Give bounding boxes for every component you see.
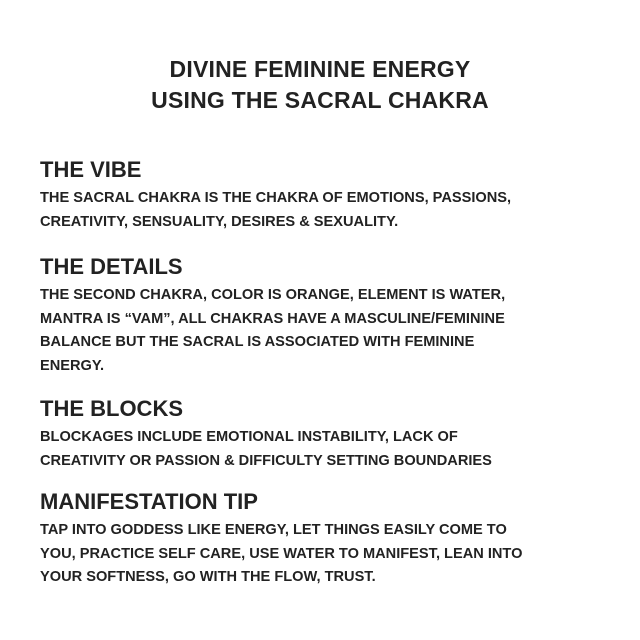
section-text-line: CREATIVITY, SENSUALITY, DESIRES & SEXUALITY.	[40, 213, 399, 230]
section-text-line: TAP INTO GODDESS LIKE ENERGY, LET THINGS EASILY COME TO	[40, 522, 507, 538]
title-line-1: DIVINE FEMININE ENERGY	[169, 56, 471, 82]
section-heading: THE VIBE	[40, 157, 142, 182]
section-text-line: YOUR SOFTNESS, GO WITH THE FLOW, TRUST.	[40, 569, 376, 585]
section-text-line: BLOCKAGES INCLUDE EMOTIONAL INSTABILITY, LACK OF	[40, 429, 458, 445]
page-title	[0, 54, 640, 116]
section-manifestation-tip	[40, 489, 610, 590]
section-text-line: THE SECOND CHAKRA, COLOR IS ORANGE, ELEMENT IS WATER,	[40, 287, 506, 303]
section-heading: MANIFESTATION TIP	[40, 489, 258, 514]
section-heading: THE BLOCKS	[40, 396, 183, 421]
section-text-line: YOU, PRACTICE SELF CARE, USE WATER TO MANIFEST, LEAN INTO	[40, 545, 523, 562]
section-text-line: CREATIVITY OR PASSION & DIFFICULTY SETTING BOUNDARIES	[40, 452, 492, 469]
section-heading: THE DETAILS	[40, 254, 183, 279]
title-line-2: USING THE SACRAL CHAKRA	[151, 87, 489, 113]
section-text-line: BALANCE BUT THE SACRAL IS ASSOCIATED WITH FEMININE	[40, 334, 475, 350]
section-the-details	[40, 254, 610, 378]
section-text-line: ENERGY.	[40, 357, 105, 374]
section-the-vibe	[40, 157, 610, 234]
section-text-line: MANTRA IS “VAM”, ALL CHAKRAS HAVE A MASCULINE/FEMININE	[40, 310, 505, 327]
section-text-line: THE SACRAL CHAKRA IS THE CHAKRA OF EMOTIONS, PASSIONS,	[40, 190, 512, 206]
section-the-blocks	[40, 396, 610, 473]
